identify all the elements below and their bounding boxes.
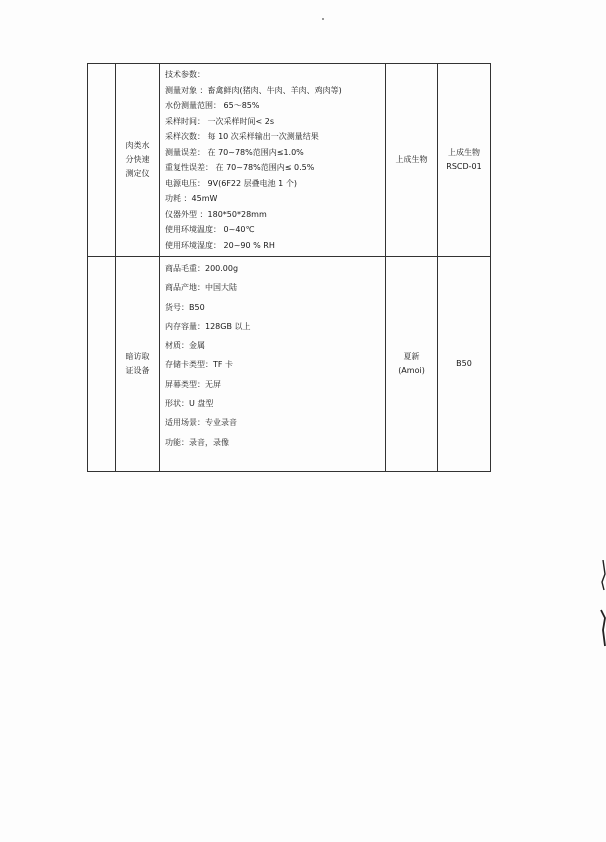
parameter-line: 仪器外型 ：180*50*28mm (165, 209, 267, 219)
equipment-name-line: 暗访取 (125, 352, 150, 361)
equipment-spec-table (87, 63, 491, 472)
table-row (88, 64, 491, 257)
parameter-line: 存储卡类型：TF 卡 (165, 360, 234, 370)
index-cell (88, 64, 116, 257)
model-line: B50 (456, 359, 472, 368)
parameter-line: 使用环境温度： 0~40℃ (165, 225, 255, 234)
parameter-line: 内存容量：128GB 以上 (165, 321, 251, 331)
parameter-line: 使用环境湿度： 20~90 % RH (165, 240, 275, 250)
equipment-name-line: 测定仪 (125, 169, 150, 178)
parameter-line: 功耗 ：45mW (165, 194, 218, 203)
parameter-line: 商品毛重：200.00g (165, 264, 239, 273)
equipment-name-line: 分快速 (125, 155, 150, 164)
scan-speck (322, 18, 324, 20)
parameter-line: 技术参数： (165, 70, 205, 79)
parameter-line: 电源电压： 9V(6F22 层叠电池 1 个) (165, 178, 297, 188)
parameter-line: 商品产地：中国大陆 (165, 283, 237, 293)
parameter-line: 重复性误差： 在 70~78%范围内≤ 0.5% (165, 163, 315, 172)
brand-line: (Amoi) (398, 366, 425, 375)
equipment-name-line: 证设备 (125, 366, 150, 375)
equipment-name-line: 肉类水 (125, 141, 150, 150)
model-cell (438, 257, 491, 472)
parameter-line: 适用场景：专业录音 (165, 418, 237, 428)
parameter-line: 功能：录音，录像 (165, 437, 229, 447)
parameter-line: 测量对象 ：畜禽鲜肉(猪肉、牛肉、羊肉、鸡肉等) (165, 85, 342, 95)
scan-edge-marks (598, 560, 606, 650)
parameter-line: 形状：U 盘型 (165, 399, 214, 409)
parameter-line: 货号：B50 (165, 302, 205, 312)
table-row (88, 257, 491, 472)
parameter-line: 测量误差： 在 70~78%范围内≤1.0% (165, 147, 304, 157)
brand-cell (386, 257, 438, 472)
brand-line: 上成生物 (395, 155, 428, 164)
parameter-line: 屏幕类型：无屏 (165, 379, 221, 389)
parameter-line: 材质：金属 (165, 341, 205, 351)
model-line: RSCD-01 (446, 162, 482, 171)
equipment-name-cell (116, 64, 160, 257)
parameter-line: 采样次数： 每 10 次采样输出一次测量结果 (165, 132, 319, 141)
equipment-name-cell (116, 257, 160, 472)
model-cell (438, 64, 491, 257)
technical-parameters-cell (160, 64, 386, 257)
model-line: 上成生物 (448, 148, 480, 157)
technical-parameters-cell (160, 257, 386, 472)
brand-cell (386, 64, 438, 257)
index-cell (88, 257, 116, 472)
brand-line: 夏新 (403, 352, 420, 361)
parameter-line: 采样时间： 一次采样时间< 2s (165, 116, 275, 126)
parameter-line: 水份测量范围： 65～85% (165, 101, 260, 110)
